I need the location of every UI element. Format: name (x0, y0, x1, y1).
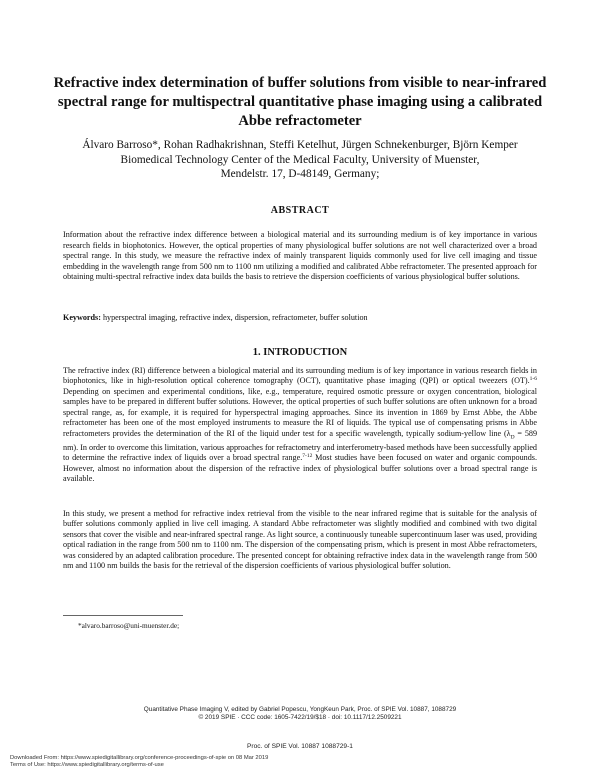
intro-p1-part-c: = 589 nm). In order to overcome this limitation, various approaches for refractometry and interferometry-based methods have been successfully applied to determine the refractive index of liquids over a broad spectral range. (63, 428, 538, 463)
paper-title: Refractive index determination of buffer solutions from visible to near-infrared spectral range for multispectral quantitative phase imaging using a calibrated Abbe refractometer (53, 75, 547, 129)
footnote-divider (63, 615, 183, 616)
download-line-2: Terms of Use: https://www.spiedigitallibrary.org/terms-of-use (10, 762, 164, 769)
keywords-label: Keywords: (63, 313, 101, 322)
section-heading-introduction: 1. INTRODUCTION (252, 347, 348, 358)
download-notice (10, 755, 268, 769)
abstract-heading: ABSTRACT (270, 205, 330, 216)
citation-ref: 1-6 (529, 376, 537, 383)
intro-p1-part-b: Depending on specimen and experimental conditions, like, e.g., temperature, required osmotic pressure or oxygen concentration, biological samples have to be prepared in different buffer solutions. However, the optical properties of such buffer solutions are often unknown for a broad spectral range, as, for example, it is required for hyperspectral imaging approaches. Since its invention in 1869 by Ernst Abbe, the Abbe refractometer has been one of the most employed instruments to measure the RI of liquids. The typical use of compensating prisms in Abbe refractometers provides the determination of the RI of the liquid under test for a specific wavelength, typically sodium-yellow line (λ (63, 386, 537, 438)
intro-p1-part-d: Most studies have been focused on water and organic compounds. However, almost no information about the dispersion of the refractive index of physiological buffer solutions over a broad spectral range is available. (63, 453, 537, 484)
corresponding-author-email: *alvaro.barroso@uni-muenster.de; (78, 621, 180, 630)
author-affiliation: Biomedical Technology Center of the Medical Faculty, University of Muenster, (120, 153, 480, 166)
download-line-1: Downloaded From: https://www.spiedigitallibrary.org/conference-proceedings-of-spie on 08 Mar 2019 (10, 755, 269, 761)
page-number: Proc. of SPIE Vol. 10887 1088729-1 (247, 743, 353, 750)
author-names: Álvaro Barroso*, Rohan Radhakrishnan, Steffi Ketelhut, Jürgen Schnekenburger, Björn Kemper (82, 139, 518, 151)
intro-paragraph-1 (63, 366, 537, 485)
lambda-subscript: D (510, 434, 515, 441)
keywords-text: hyperspectral imaging, refractive index, dispersion, refractometer, buffer solution (102, 313, 368, 322)
conference-line-1: Quantitative Phase Imaging V, edited by Gabriel Popescu, YongKeun Park, Proc. of SPIE Vol. 10887, 1088729 (143, 706, 457, 713)
author-address: Mendelstr. 17, D-48149, Germany; (220, 168, 380, 180)
keywords (63, 313, 537, 324)
conference-info (0, 706, 600, 722)
intro-p1-part-a: The refractive index (RI) difference between a biological material and its surrounding medium is of key importance in various research fields in biophotonics, like in high-resolution optical coherence tomography (OCT), quantitative phase imaging (QPI) or optical tweezers (OT). (63, 366, 537, 386)
author-block (40, 138, 560, 182)
intro-paragraph-2: In this study, we present a method for refractive index retrieval from the visible to the near infrared regime that is suitable for the analysis of buffer solutions commonly applied in live cell imaging. A standard Abbe refractometer was slightly modified and combined with two digital sensors that cover the visible and near-infrared spectral range. As light source, a continuously tuneable supercontinuum laser was used, providing optical radiation in the range from 500 nm to 1100 nm. The dispersion of the compensating prism, which is present in most Abbe refractometers, was considered by an adapted calibration procedure. The presented concept for obtaining refractive index data in the wavelength range from 500 nm and 1100 nm builds the basis for the retrieval of the dispersion coefficients of various physiological buffer solution. (63, 509, 537, 571)
abstract-text: Information about the refractive index difference between a biological material and its surrounding medium is of key importance in various research fields in biophotonics. However, the optical properties of many physiological buffer solutions are not well characterized over a broad spectral range. In this study, we measure the refractive index of mainly transparent liquids commonly used for live cell imaging and tissue embedding in the wavelength range from 500 nm to 1100 nm utilizing a modified and calibrated Abbe refractometer. The presented approach for obtaining multi-spectral refractive index data builds the basis to retrieve the dispersion coefficients of various physiological buffer solutions. (63, 230, 537, 281)
conference-line-2: © 2019 SPIE · CCC code: 1605-7422/19/$18 · doi: 10.1117/12.2509221 (198, 714, 402, 722)
citation-ref: 7-12 (302, 453, 313, 460)
